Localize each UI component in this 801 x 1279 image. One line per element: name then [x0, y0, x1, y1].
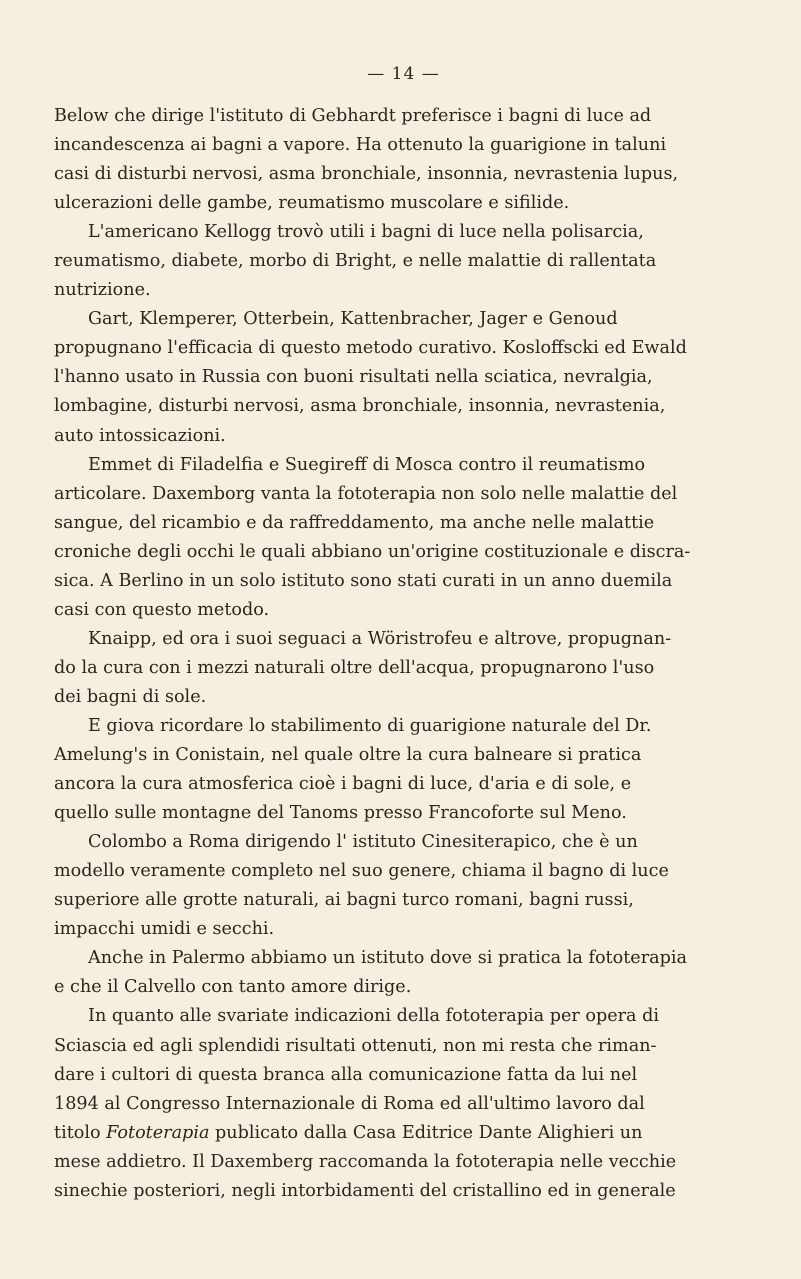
- text-line: L'americano Kellogg trovò utili i bagni di luce nella polisarcia,: [88, 222, 644, 243]
- text-line: Emmet di Filadelfia e Suegireff di Mosca contro il reumatismo: [88, 454, 646, 475]
- text-segment: titolo: [54, 1122, 107, 1143]
- text-line: articolare. Daxemborg vanta la fototerapia non solo nelle malattie del: [54, 483, 678, 504]
- text-line: Below che dirige l'istituto di Gebhardt preferisce i bagni di luce ad: [54, 106, 652, 126]
- text-line: l'hanno usato in Russia con buoni risultati nella sciatica, nevralgia,: [54, 367, 653, 388]
- text-line: [54, 1119, 753, 1148]
- text-line: e che il Calvello con tanto amore dirige.: [54, 977, 412, 998]
- text-line: croniche degli occhi le quali abbiano un'origine costituzionale e discra-: [54, 541, 691, 562]
- text-line: Gart, Klemperer, Otterbein, Kattenbracher, Jager e Genoud: [88, 309, 618, 330]
- text-line: do la cura con i mezzi naturali oltre dell'acqua, propugnarono l'uso: [54, 657, 655, 678]
- page-number: — 14 —: [367, 64, 440, 84]
- text-line: sangue, del ricambio e da raffreddamento, ma anche nelle malattie: [54, 512, 655, 533]
- text-line: casi con questo metodo.: [54, 599, 270, 620]
- text-line: dei bagni di sole.: [54, 686, 207, 707]
- text-line: Anche in Palermo abbiamo un istituto dove si pratica la fototerapia: [88, 948, 687, 969]
- text-line: modello veramente completo nel suo genere, chiama il bagno di luce: [54, 861, 669, 882]
- book-title: Fototerapia: [106, 1122, 210, 1143]
- text-line: E giova ricordare lo stabilimento di guarigione naturale del Dr.: [88, 715, 652, 736]
- text-line: In quanto alle svariate indicazioni della fototerapia per opera di: [88, 1006, 660, 1027]
- text-line: Sciascia ed agli splendidi risultati ottenuti, non mi resta che riman-: [54, 1035, 657, 1056]
- text-line: sinechie posteriori, negli intorbidamenti del cristallino ed in generale: [54, 1180, 676, 1201]
- text-line: 1894 al Congresso Internazionale di Roma ed all'ultimo lavoro dal: [54, 1093, 645, 1114]
- text-line: lombagine, disturbi nervosi, asma bronchiale, insonnia, nevrastenia,: [54, 396, 666, 417]
- text-line: ancora la cura atmosferica cioè i bagni di luce, d'aria e di sole, e: [54, 774, 632, 795]
- text-line: ulcerazioni delle gambe, reumatismo muscolare e sifilide.: [54, 193, 570, 214]
- text-line: dare i cultori di questa branca alla comunicazione fatta da lui nel: [54, 1064, 638, 1085]
- text-line: quello sulle montagne del Tanoms presso Francoforte sul Meno.: [54, 803, 627, 824]
- text-line: casi di disturbi nervosi, asma bronchiale, insonnia, nevrastenia lupus,: [54, 164, 679, 185]
- text-line: auto intossicazioni.: [54, 425, 226, 446]
- text-line: Colombo a Roma dirigendo l' istituto Cinesiterapico, che è un: [88, 832, 638, 853]
- body-text: [54, 102, 753, 1206]
- text-line: impacchi umidi e secchi.: [54, 919, 275, 940]
- text-line: Knaipp, ed ora i suoi seguaci a Wöristrofeu e altrove, propugnan-: [88, 628, 672, 649]
- text-line: sica. A Berlino in un solo istituto sono stati curati in un anno duemila: [54, 570, 673, 591]
- text-line: Amelung's in Conistain, nel quale oltre la cura balneare si pratica: [54, 745, 642, 766]
- text-line: reumatismo, diabete, morbo di Bright, e nelle malattie di rallentata: [54, 251, 657, 272]
- text-line: propugnano l'efficacia di questo metodo curativo. Kosloffscki ed Ewald: [54, 338, 687, 359]
- text-line: incandescenza ai bagni a vapore. Ha ottenuto la guarigione in taluni: [54, 135, 667, 156]
- text-line: mese addietro. Il Daxemberg raccomanda la fototerapia nelle vecchie: [54, 1151, 677, 1172]
- text-line: superiore alle grotte naturali, ai bagni turco romani, bagni russi,: [54, 890, 634, 911]
- text-segment: publicato dalla Casa Editrice Dante Alighieri un: [209, 1122, 643, 1143]
- text-line: nutrizione.: [54, 280, 151, 301]
